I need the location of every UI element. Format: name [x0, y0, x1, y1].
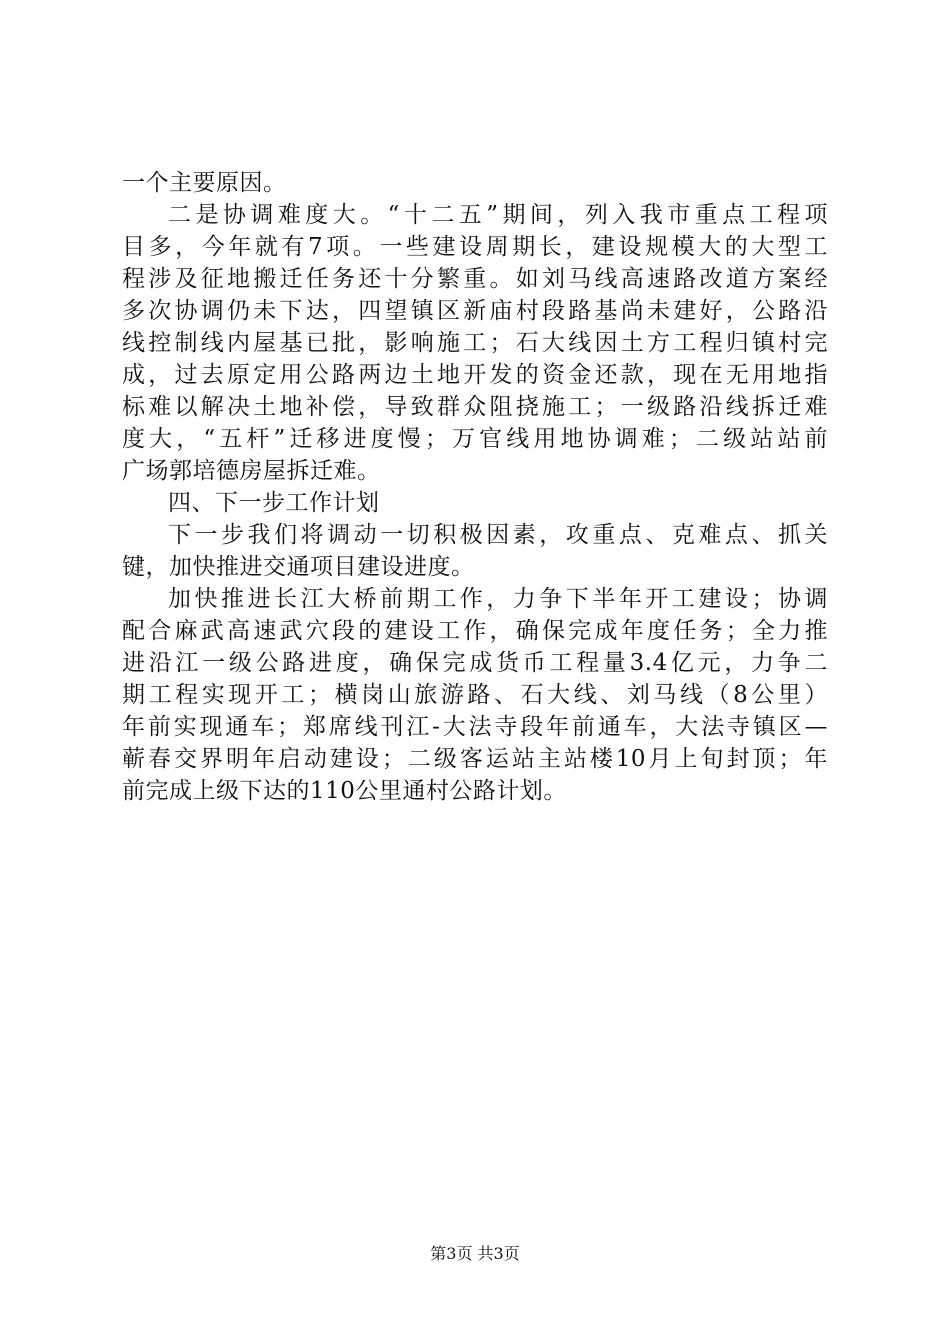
text-line: 进沿江一级公路进度，确保完成货币工程量3.4亿元，力争二 [122, 650, 828, 676]
text-line: 年前实现通车；郑席线刊江-大法寺段年前通车，大法寺镇区— [122, 714, 828, 740]
section-heading: 四、下一步工作计划 [168, 490, 380, 516]
text-line: 多次协调仍未下达，四望镇区新庙村段路基尚未建好，公路沿 [122, 298, 828, 324]
text-line: 配合麻武高速武穴段的建设工作，确保完成年度任务；全力推 [122, 618, 828, 644]
text-line: 标难以解决土地补偿，导致群众阻挠施工；一级路沿线拆迁难 [122, 394, 828, 420]
text-line: 前完成上级下达的110公里通村公路计划。 [122, 778, 567, 804]
text-line: 线控制线内屋基已批，影响施工；石大线因土方工程归镇村完 [122, 330, 828, 356]
text-line: 广场郭培德房屋拆迁难。 [122, 458, 381, 484]
document-body [122, 167, 828, 807]
text-line: 目多，今年就有7项。一些建设周期长，建设规模大的大型工 [122, 234, 828, 260]
text-line: 成，过去原定用公路两边土地开发的资金还款，现在无用地指 [122, 362, 828, 388]
text-line: 一个主要原因。 [122, 170, 287, 196]
text-line: 蕲春交界明年启动建设；二级客运站主站楼10月上旬封顶；年 [122, 746, 828, 772]
text-line: 下一步我们将调动一切积极因素，攻重点、克难点、抓关 [168, 522, 828, 548]
text-line: 期工程实现开工；横岗山旅游路、石大线、刘马线（8公里） [122, 682, 828, 708]
text-line: 度大，“五杆”迁移进度慢；万官线用地协调难；二级站站前 [122, 426, 828, 452]
text-line: 加快推进长江大桥前期工作，力争下半年开工建设；协调 [168, 586, 828, 612]
page-number-footer: 第3页 共3页 [430, 1244, 520, 1263]
text-line: 键，加快推进交通项目建设进度。 [122, 554, 475, 580]
text-line: 程涉及征地搬迁任务还十分繁重。如刘马线高速路改道方案经 [122, 266, 828, 292]
text-line: 二是协调难度大。“十二五”期间，列入我市重点工程项 [168, 202, 828, 228]
